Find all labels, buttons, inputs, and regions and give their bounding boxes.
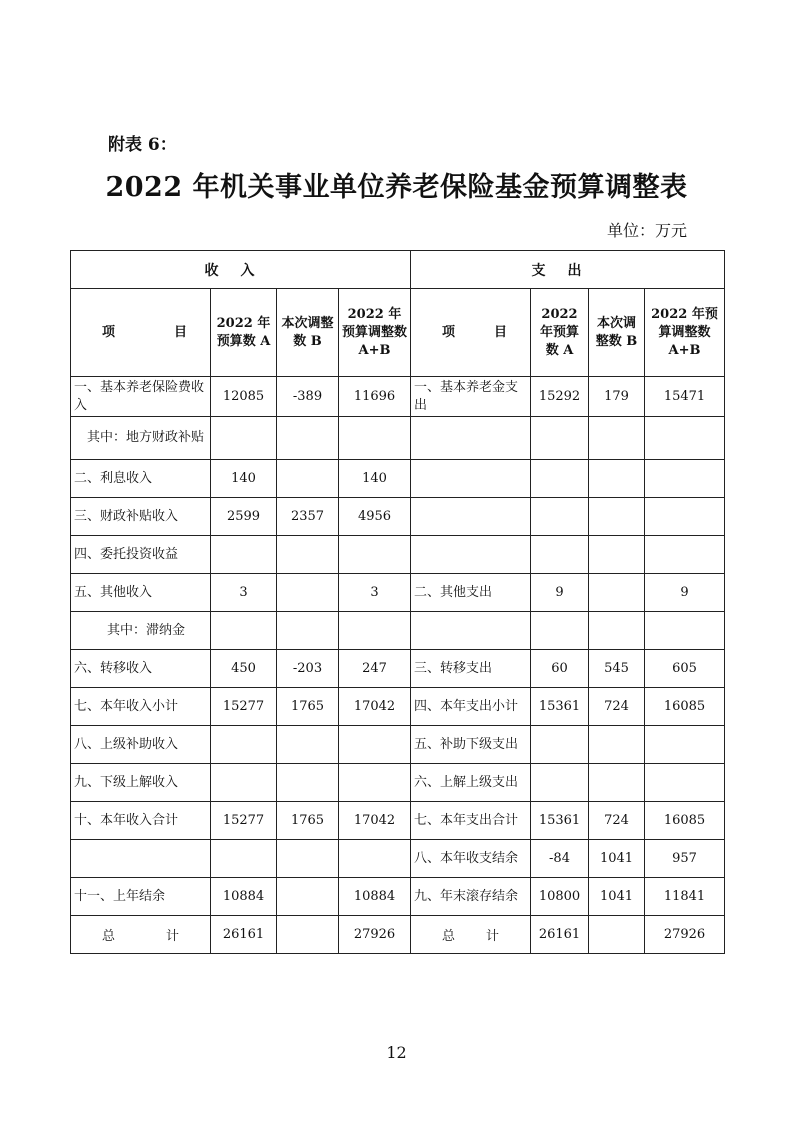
expense-budget-a-cell: 9: [531, 574, 589, 612]
income-adjusted-ab-cell: [339, 726, 411, 764]
table-body: [71, 377, 725, 916]
income-adjusted-ab-cell: 247: [339, 650, 411, 688]
total-in-a: 26161: [211, 916, 277, 954]
income-budget-a-cell: [211, 840, 277, 878]
expense-adjusted-ab-cell: [645, 460, 725, 498]
income-adjust-b-cell: [277, 536, 339, 574]
item-header-income: 项 目: [71, 289, 211, 377]
expense-item-cell: [411, 460, 531, 498]
total-in-ab: 27926: [339, 916, 411, 954]
income-adjusted-ab-cell: 4956: [339, 498, 411, 536]
expense-adjust-b-cell: 179: [589, 377, 645, 417]
income-adjust-b-cell: [277, 840, 339, 878]
income-adjust-b-cell: 1765: [277, 688, 339, 726]
income-adjusted-ab-cell: [339, 764, 411, 802]
expense-item-cell: 七、本年支出合计: [411, 802, 531, 840]
table-row: [71, 574, 725, 612]
expense-adjusted-ab-cell: 605: [645, 650, 725, 688]
income-item-cell: 十一、上年结余: [71, 878, 211, 916]
table-row: [71, 764, 725, 802]
income-budget-a-cell: 15277: [211, 688, 277, 726]
expense-adjusted-ab-cell: [645, 726, 725, 764]
income-budget-a-cell: [211, 726, 277, 764]
income-item-cell: 七、本年收入小计: [71, 688, 211, 726]
expense-adjust-b-cell: [589, 764, 645, 802]
income-adjust-b-cell: 1765: [277, 802, 339, 840]
income-section-header: 收入: [71, 251, 411, 289]
attachment-label: 附表 6：: [108, 135, 177, 155]
page-title: 2022 年机关事业单位养老保险基金预算调整表: [105, 172, 688, 203]
expense-adjusted-ab-cell: [645, 498, 725, 536]
expense-budget-a-cell: [531, 536, 589, 574]
expense-budget-a-cell: -84: [531, 840, 589, 878]
expense-item-cell: 五、补助下级支出: [411, 726, 531, 764]
income-item-cell: 三、财政补贴收入: [71, 498, 211, 536]
income-budget-a-cell: 2599: [211, 498, 277, 536]
income-item-cell: 其中：滞纳金: [71, 612, 211, 650]
expense-budget-a-cell: [531, 498, 589, 536]
expense-adjusted-ab-cell: [645, 417, 725, 460]
expense-adjust-b-cell: [589, 498, 645, 536]
income-adjusted-ab-cell: 3: [339, 574, 411, 612]
income-budget-a-cell: [211, 612, 277, 650]
total-out-a: 26161: [531, 916, 589, 954]
table-row: [71, 878, 725, 916]
total-row: [71, 916, 725, 954]
expense-budget-a-cell: [531, 612, 589, 650]
total-label-income: 总 计: [71, 916, 211, 954]
income-adjusted-ab-cell: 17042: [339, 802, 411, 840]
unit-label: 单位：万元: [606, 221, 687, 240]
adjusted-ab-header-expense: 2022 年预算调整数 A+B: [645, 289, 725, 377]
income-adjusted-ab-cell: 11696: [339, 377, 411, 417]
income-item-cell: 五、其他收入: [71, 574, 211, 612]
income-budget-a-cell: [211, 536, 277, 574]
budget-a-header-expense: 2022 年预算数 A: [531, 289, 589, 377]
expense-adjusted-ab-cell: 957: [645, 840, 725, 878]
table-row: [71, 612, 725, 650]
expense-adjust-b-cell: [589, 417, 645, 460]
expense-adjusted-ab-cell: 16085: [645, 802, 725, 840]
expense-budget-a-cell: [531, 764, 589, 802]
expense-adjusted-ab-cell: 15471: [645, 377, 725, 417]
table-row: [71, 802, 725, 840]
table-row: [71, 417, 725, 460]
expense-budget-a-cell: [531, 417, 589, 460]
expense-budget-a-cell: 15361: [531, 688, 589, 726]
income-budget-a-cell: 10884: [211, 878, 277, 916]
expense-item-cell: [411, 612, 531, 650]
expense-item-cell: 四、本年支出小计: [411, 688, 531, 726]
table-row: [71, 536, 725, 574]
income-adjust-b-cell: 2357: [277, 498, 339, 536]
expense-adjust-b-cell: 724: [589, 688, 645, 726]
expense-adjust-b-cell: [589, 536, 645, 574]
table-row: [71, 688, 725, 726]
income-item-cell: 六、转移收入: [71, 650, 211, 688]
item-header-expense: 项 目: [411, 289, 531, 377]
adjust-b-header-income: 本次调整数 B: [277, 289, 339, 377]
income-item-cell: 一、基本养老保险费收入: [71, 377, 211, 417]
expense-adjusted-ab-cell: 9: [645, 574, 725, 612]
table-row: [71, 650, 725, 688]
expense-item-cell: [411, 498, 531, 536]
expense-adjusted-ab-cell: [645, 764, 725, 802]
expense-adjust-b-cell: 724: [589, 802, 645, 840]
income-item-cell: 八、上级补助收入: [71, 726, 211, 764]
table-row: [71, 377, 725, 417]
income-item-cell: 四、委托投资收益: [71, 536, 211, 574]
income-budget-a-cell: [211, 417, 277, 460]
expense-adjust-b-cell: 1041: [589, 878, 645, 916]
income-adjust-b-cell: [277, 878, 339, 916]
expense-item-cell: 一、基本养老金支出: [411, 377, 531, 417]
adjust-b-header-expense: 本次调整数 B: [589, 289, 645, 377]
income-item-cell: 九、下级上解收入: [71, 764, 211, 802]
income-budget-a-cell: 12085: [211, 377, 277, 417]
expense-item-cell: 六、上解上级支出: [411, 764, 531, 802]
income-adjust-b-cell: -389: [277, 377, 339, 417]
expense-budget-a-cell: 10800: [531, 878, 589, 916]
income-item-cell: [71, 840, 211, 878]
income-adjust-b-cell: [277, 574, 339, 612]
total-out-b: [589, 916, 645, 954]
total-label-expense: 总 计: [411, 916, 531, 954]
income-item-cell: 十、本年收入合计: [71, 802, 211, 840]
expense-adjust-b-cell: 545: [589, 650, 645, 688]
income-adjust-b-cell: [277, 764, 339, 802]
expense-adjust-b-cell: [589, 460, 645, 498]
income-adjusted-ab-cell: 10884: [339, 878, 411, 916]
expense-adjust-b-cell: [589, 574, 645, 612]
expense-adjust-b-cell: [589, 726, 645, 764]
income-adjusted-ab-cell: [339, 417, 411, 460]
income-adjusted-ab-cell: 140: [339, 460, 411, 498]
income-budget-a-cell: [211, 764, 277, 802]
expense-budget-a-cell: [531, 460, 589, 498]
table-row: [71, 840, 725, 878]
expense-item-cell: [411, 417, 531, 460]
income-adjust-b-cell: -203: [277, 650, 339, 688]
income-adjust-b-cell: [277, 417, 339, 460]
budget-table: [70, 250, 725, 954]
page-number: 12: [386, 1043, 407, 1062]
expense-item-cell: 二、其他支出: [411, 574, 531, 612]
expense-budget-a-cell: 60: [531, 650, 589, 688]
table-row: [71, 726, 725, 764]
income-adjusted-ab-cell: [339, 536, 411, 574]
income-adjust-b-cell: [277, 612, 339, 650]
income-budget-a-cell: 450: [211, 650, 277, 688]
adjusted-ab-header-income: 2022 年预算调整数 A+B: [339, 289, 411, 377]
expense-item-cell: 九、年末滚存结余: [411, 878, 531, 916]
income-item-cell: 其中：地方财政补贴: [71, 417, 211, 460]
table-row: [71, 498, 725, 536]
income-budget-a-cell: 3: [211, 574, 277, 612]
expense-adjust-b-cell: [589, 612, 645, 650]
expense-adjusted-ab-cell: 11841: [645, 878, 725, 916]
income-adjusted-ab-cell: [339, 840, 411, 878]
expense-item-cell: 三、转移支出: [411, 650, 531, 688]
expense-adjust-b-cell: 1041: [589, 840, 645, 878]
income-budget-a-cell: 140: [211, 460, 277, 498]
expense-item-cell: [411, 536, 531, 574]
expense-adjusted-ab-cell: 16085: [645, 688, 725, 726]
total-in-b: [277, 916, 339, 954]
income-adjusted-ab-cell: [339, 612, 411, 650]
expense-budget-a-cell: [531, 726, 589, 764]
total-out-ab: 27926: [645, 916, 725, 954]
expense-budget-a-cell: 15292: [531, 377, 589, 417]
expense-adjusted-ab-cell: [645, 536, 725, 574]
income-budget-a-cell: 15277: [211, 802, 277, 840]
expense-section-header: 支出: [411, 251, 725, 289]
table-row: [71, 460, 725, 498]
income-adjust-b-cell: [277, 460, 339, 498]
expense-adjusted-ab-cell: [645, 612, 725, 650]
expense-budget-a-cell: 15361: [531, 802, 589, 840]
expense-item-cell: 八、本年收支结余: [411, 840, 531, 878]
budget-a-header-income: 2022 年预算数 A: [211, 289, 277, 377]
income-adjusted-ab-cell: 17042: [339, 688, 411, 726]
income-adjust-b-cell: [277, 726, 339, 764]
income-item-cell: 二、利息收入: [71, 460, 211, 498]
